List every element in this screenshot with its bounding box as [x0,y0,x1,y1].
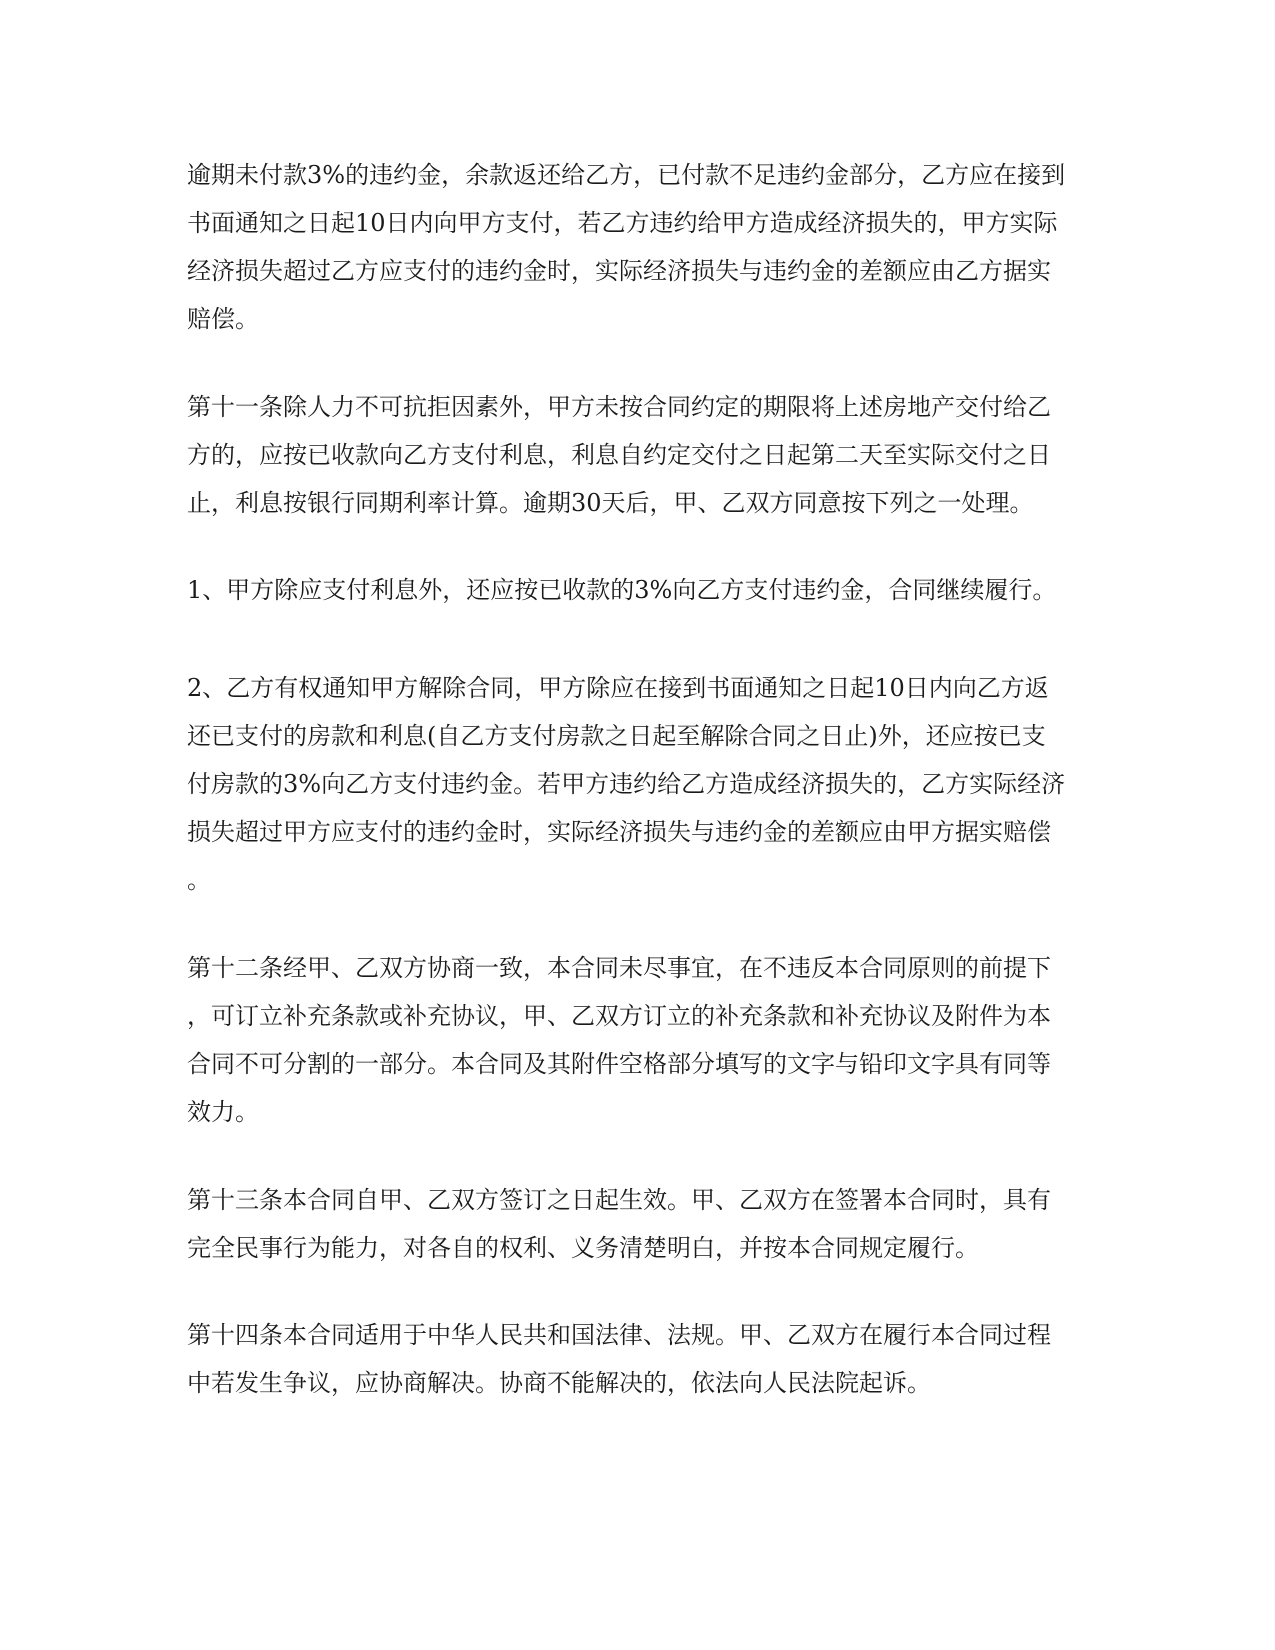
paragraph-article-11 [187,383,1087,527]
text-line: 第十一条除人力不可抗拒因素外，甲方未按合同约定的期限将上述房地产交付给乙 [187,393,1051,421]
paragraph-article-14 [187,1311,1087,1407]
text-line: 方的，应按已收款向乙方支付利息，利息自约定交付之日起第二天至实际交付之日 [187,441,1051,469]
text-line: 书面通知之日起10日内向甲方支付，若乙方违约给甲方造成经济损失的，甲方实际 [187,209,1058,237]
paragraph-article-12 [187,944,1087,1136]
text-line: 效力。 [187,1098,259,1126]
text-line: 止，利息按银行同期利率计算。逾期30天后，甲、乙双方同意按下列之一处理。 [187,489,1034,517]
text-line: 。 [187,866,211,894]
paragraph-option-2 [187,664,1087,904]
text-line: 还已支付的房款和利息(自乙方支付房款之日起至解除合同之日止)外，还应按已支 [187,722,1046,750]
text-line: 损失超过甲方应支付的违约金时，实际经济损失与违约金的差额应由甲方据实赔偿 [187,818,1051,846]
text-line: 1、甲方除应支付利息外，还应按已收款的3%向乙方支付违约金，合同继续履行。 [187,576,1057,604]
text-line: 第十四条本合同适用于中华人民共和国法律、法规。甲、乙双方在履行本合同过程 [187,1321,1051,1349]
text-line: 经济损失超过乙方应支付的违约金时，实际经济损失与违约金的差额应由乙方据实 [187,257,1051,285]
text-line: 合同不可分割的一部分。本合同及其附件空格部分填写的文字与铅印文字具有同等 [187,1050,1051,1078]
text-line: 第十三条本合同自甲、乙双方签订之日起生效。甲、乙双方在签署本合同时，具有 [187,1186,1051,1214]
paragraph-penalty-continued [187,151,1087,343]
text-line: 逾期未付款3%的违约金，余款返还给乙方，已付款不足违约金部分，乙方应在接到 [187,161,1066,189]
text-line: 中若发生争议，应协商解决。协商不能解决的，依法向人民法院起诉。 [187,1369,931,1397]
text-line: 完全民事行为能力，对各自的权利、义务清楚明白，并按本合同规定履行。 [187,1234,979,1262]
text-line: 付房款的3%向乙方支付违约金。若甲方违约给乙方造成经济损失的，乙方实际经济 [187,770,1066,798]
text-line: 2、乙方有权通知甲方解除合同，甲方除应在接到书面通知之日起10日内向乙方返 [187,674,1049,702]
paragraph-article-13 [187,1176,1087,1272]
text-line: 赔偿。 [187,305,259,333]
text-line: 第十二条经甲、乙双方协商一致，本合同未尽事宜，在不违反本合同原则的前提下 [187,954,1051,982]
text-line: ，可订立补充条款或补充协议，甲、乙双方订立的补充条款和补充协议及附件为本 [187,1002,1051,1030]
paragraph-option-1 [187,566,1087,614]
